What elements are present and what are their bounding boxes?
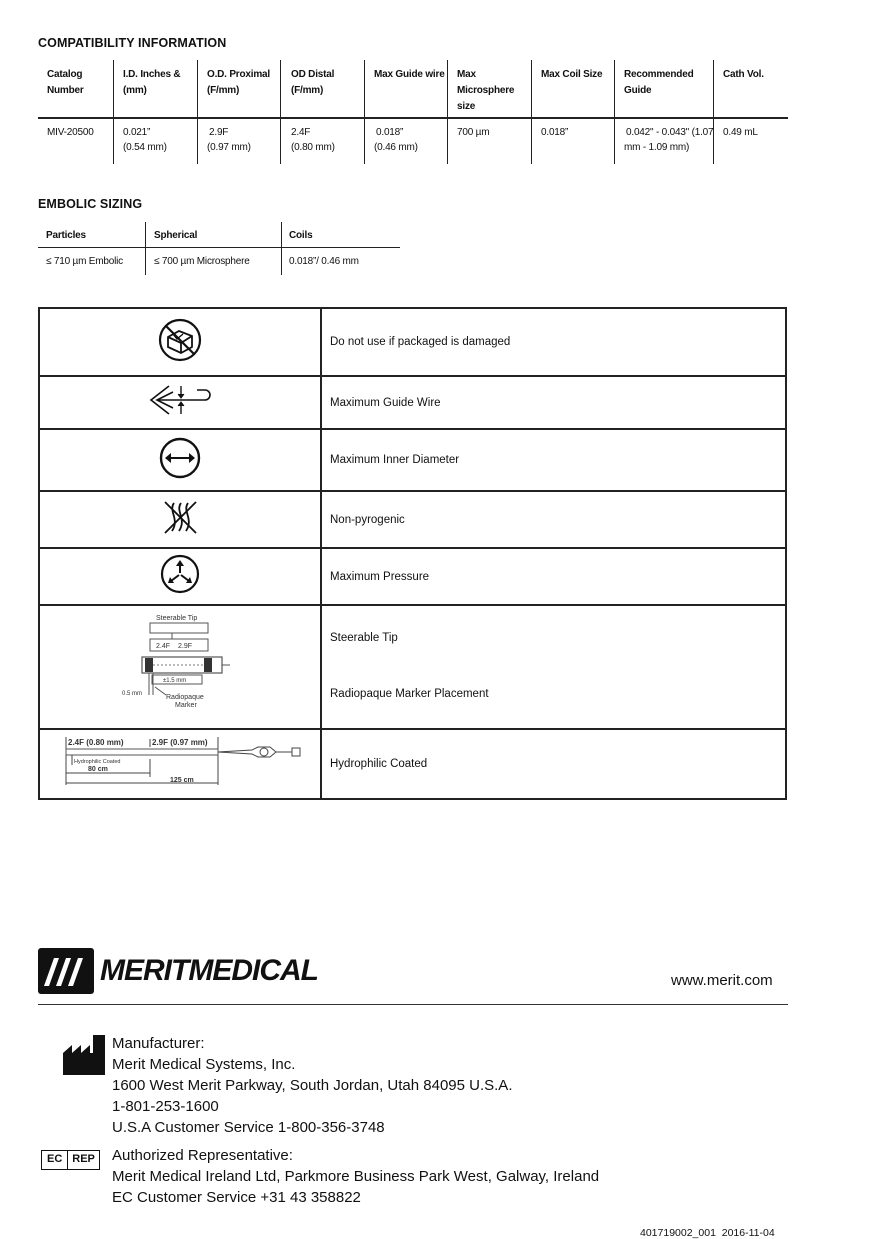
manufacturer-heading: Manufacturer: [112, 1035, 205, 1052]
max-pressure-icon [159, 553, 201, 595]
embolic-cell-spherical: ≤ 700 µm Microsphere [154, 256, 250, 267]
symbol-row [39, 605, 786, 729]
symbol-row [39, 729, 786, 799]
steerable-tip-diagram [120, 609, 240, 721]
hydrophilic-coated-diagram [52, 733, 302, 791]
manufacturer-name: Merit Medical Systems, Inc. [112, 1056, 296, 1073]
embolic-header-spherical: Spherical [154, 230, 198, 241]
compat-cell-coil: 0.018” [541, 127, 569, 138]
hydro-coated-label: Hydrophilic Coated [74, 758, 121, 765]
embolic-cell-coils: 0.018”/ 0.46 mm [289, 256, 359, 267]
merit-logo-mark-icon [38, 948, 94, 994]
representative-block [112, 1145, 599, 1208]
website[interactable]: www.merit.com [671, 972, 773, 989]
symbol-label: Hydrophilic Coated [321, 729, 786, 799]
compat-header-od-proximal: O.D. Proximal (F/mm) [207, 69, 270, 96]
symbol-icon-cell [39, 429, 321, 491]
compat-header-id: I.D. Inches & (mm) [123, 69, 181, 96]
rep-label: REP [72, 1153, 95, 1165]
merit-logo [38, 948, 338, 994]
symbol-icon-cell [39, 729, 321, 799]
compat-header-guide: Recommended Guide [624, 69, 694, 96]
manufacturer-phone: 1-801-253-1600 [112, 1098, 219, 1115]
compat-header-od-distal: OD Distal (F/mm) [291, 69, 335, 96]
symbol-label-marker: Radiopaque Marker Placement [330, 688, 489, 700]
compat-cell-od-distal: 2.4F (0.80 mm) [291, 127, 335, 153]
symbol-label: Maximum Inner Diameter [321, 429, 786, 491]
merit-logo-wordmark: MERITMEDICAL [100, 954, 318, 987]
hydro-dim2: 2.9F (0.97 mm) [152, 737, 208, 747]
symbol-row [39, 491, 786, 548]
symbol-label: Do not use if packaged is damaged [321, 308, 786, 376]
symbol-icon-cell [39, 376, 321, 429]
ec-label: EC [42, 1151, 68, 1169]
compat-cell-id: 0.021” (0.54 mm) [123, 127, 167, 153]
steerable-dim2: 2.9F [178, 642, 193, 650]
symbol-row [39, 308, 786, 376]
symbol-row [39, 376, 786, 429]
steerable-marker-label: Radiopaque [166, 693, 204, 701]
compat-cell-cath-vol: 0.49 mL [723, 127, 758, 138]
embolic-header-coils: Coils [289, 230, 313, 241]
symbol-icon-cell [39, 548, 321, 605]
document-code: 401719002_001 2016-11-04 [640, 1227, 775, 1239]
compat-title: COMPATIBILITY INFORMATION [38, 36, 227, 50]
steerable-marker-label2: Marker [175, 701, 197, 709]
symbol-icon-cell [39, 605, 321, 729]
embolic-table [38, 222, 400, 275]
manufacturer-icon [63, 1035, 105, 1075]
steerable-tip-title: Steerable Tip [156, 614, 198, 622]
symbol-table [38, 307, 787, 800]
non-pyrogenic-icon [160, 497, 200, 537]
representative-service: EC Customer Service +31 43 358822 [112, 1189, 361, 1206]
steerable-length: ±1.5 mm [163, 677, 187, 684]
max-guide-wire-icon [147, 382, 213, 418]
symbol-label: Maximum Pressure [321, 548, 786, 605]
embolic-title: EMBOLIC SIZING [38, 197, 143, 211]
manufacturer-block [112, 1033, 512, 1138]
representative-address: Merit Medical Ireland Ltd, Parkmore Business Park West, Galway, Ireland [112, 1168, 600, 1185]
compat-cell-microsphere: 700 µm [457, 127, 490, 138]
symbol-icon-cell [39, 308, 321, 376]
hydro-dim1: 2.4F (0.80 mm) [68, 737, 124, 747]
compat-header-cath-vol: Cath Vol. [723, 69, 764, 80]
hydro-len2: 125 cm [170, 776, 194, 784]
do-not-use-if-damaged-icon [157, 317, 203, 363]
symbol-label: Steerable Tip [330, 632, 398, 644]
compat-header-max-guide: Max Guide wire [374, 69, 445, 80]
compat-cell-guide: 0.042" - 0.043" (1.07 mm - 1.09 mm) [624, 127, 714, 153]
compat-cell-od-proximal: 2.9F (0.97 mm) [207, 127, 251, 153]
ec-rep-icon [41, 1150, 100, 1170]
compat-header-coil: Max Coil Size [541, 69, 603, 80]
compat-header-microsphere: Max Microsphere size [457, 69, 515, 112]
symbol-label-pair [321, 605, 786, 729]
hydro-len1: 80 cm [88, 765, 108, 773]
symbol-icon-cell [39, 491, 321, 548]
symbol-row [39, 548, 786, 605]
symbol-row [39, 429, 786, 491]
manufacturer-address: 1600 West Merit Parkway, South Jordan, Utah 84095 U.S.A. [112, 1077, 513, 1094]
symbol-label: Maximum Guide Wire [321, 376, 786, 429]
compat-table [38, 60, 788, 166]
compat-header-catalog: Catalog Number [47, 69, 84, 96]
divider [38, 1004, 788, 1005]
symbol-label: Non-pyrogenic [321, 491, 786, 548]
embolic-cell-particles: ≤ 710 µm Embolic [46, 256, 123, 267]
compat-cell-catalog: MIV-20500 [47, 127, 94, 138]
representative-heading: Authorized Representative: [112, 1147, 293, 1164]
manufacturer-service: U.S.A Customer Service 1-800-356-3748 [112, 1119, 385, 1136]
steerable-dim1: 2.4F [156, 642, 171, 650]
compat-cell-max-guide: 0.018” (0.46 mm) [374, 127, 418, 153]
steerable-small-dim: 0.5 mm [122, 690, 143, 697]
max-inner-diameter-icon [158, 436, 202, 480]
embolic-header-particles: Particles [46, 230, 86, 241]
